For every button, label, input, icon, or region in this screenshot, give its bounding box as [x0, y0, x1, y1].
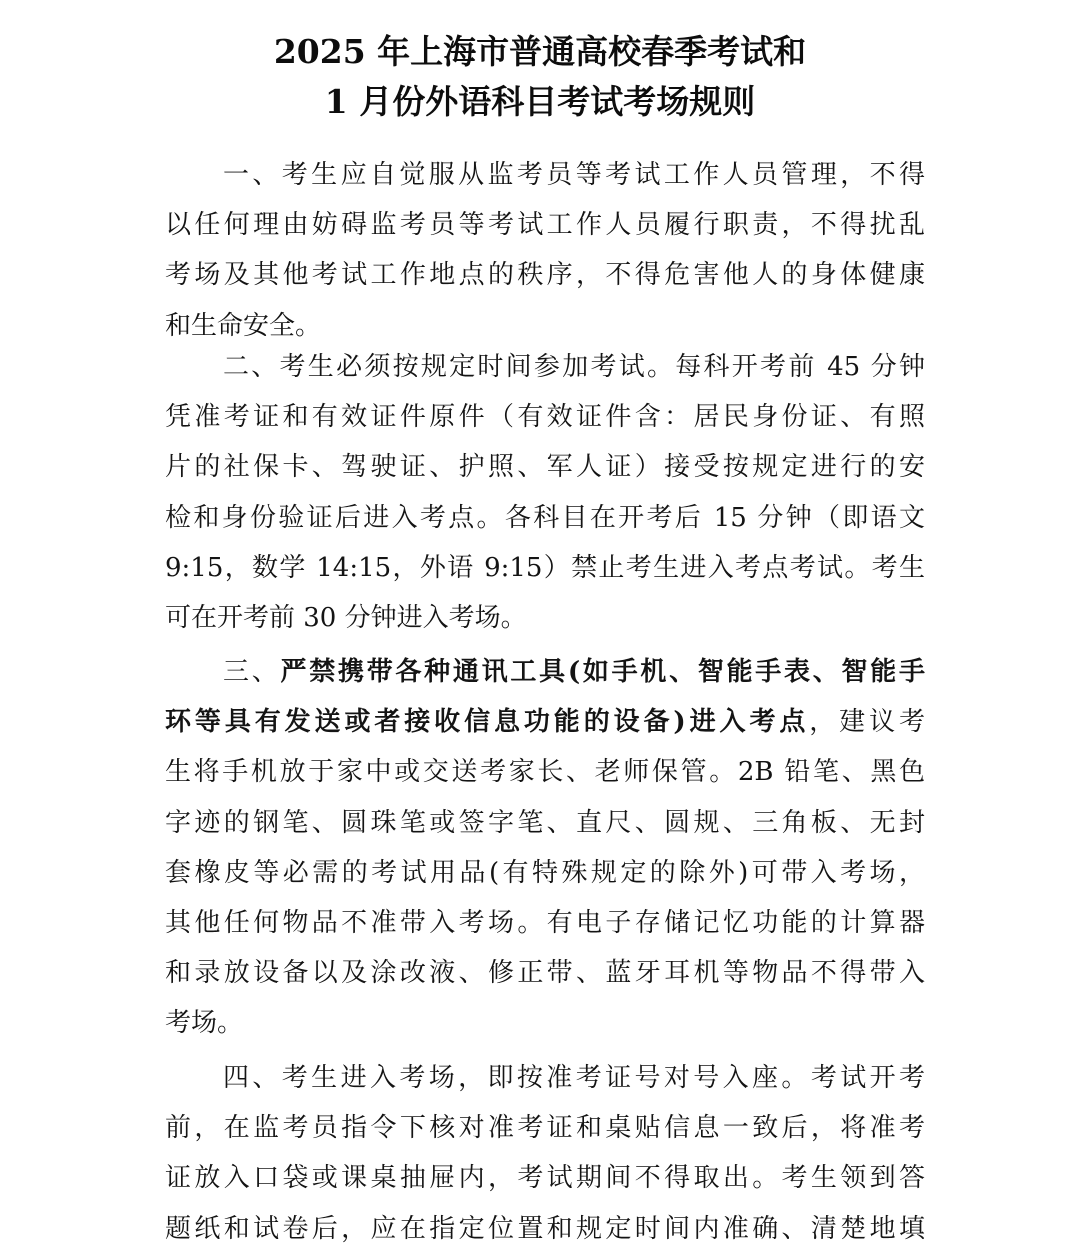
paragraph-line: 和生命安全。 [165, 310, 322, 341]
paragraph-line: 前，在监考员指令下核对准考证和桌贴信息一致后，将准考 [165, 1113, 925, 1144]
rule-paragraph-3 [165, 647, 925, 1049]
rule-paragraph-4 [165, 1053, 925, 1254]
paragraph-lead: 三、 [223, 657, 281, 687]
paragraph-line: 证放入口袋或课桌抽屉内，考试期间不得取出。考生领到答 [165, 1163, 925, 1194]
bold-emphasis: 严禁携带各种通讯工具(如手机、智能手表、智能手 [280, 657, 925, 687]
paragraph-line: 以任何理由妨碍监考员等考试工作人员履行职责，不得扰乱 [165, 210, 925, 241]
rule-paragraph-1 [165, 150, 925, 351]
paragraph-line: 和录放设备以及涂改液、修正带、蓝牙耳机等物品不得带入 [165, 958, 925, 989]
document-title-line-2: 1 月份外语科目考试考场规则 [324, 82, 756, 121]
paragraph-line: 四、考生进入考场，即按准考证号对号入座。考试开考 [223, 1063, 925, 1093]
document-title-line-1: 2025 年上海市普通高校春季考试和 [273, 32, 807, 71]
paragraph-line: 考场及其他考试工作地点的秩序，不得危害他人的身体健康 [165, 260, 925, 291]
rule-paragraph-2 [165, 342, 925, 643]
paragraph-line: 其他任何物品不准带入考场。有电子存储记忆功能的计算器 [165, 907, 925, 938]
paragraph-line: 考场。 [165, 1008, 244, 1039]
bold-emphasis: 环等具有发送或者接收信息功能的设备)进入考点 [165, 707, 810, 738]
paragraph-line: 二、考生必须按规定时间参加考试。每科开考前 45 分钟 [223, 352, 925, 382]
paragraph-line: 凭准考证和有效证件原件（有效证件含：居民身份证、有照 [165, 402, 925, 433]
paragraph-line: 一、考生应自觉服从监考员等考试工作人员管理，不得 [223, 160, 925, 190]
paragraph-line: 题纸和试卷后，应在指定位置和规定时间内准确、清楚地填 [165, 1213, 925, 1244]
paragraph-line [165, 697, 925, 747]
paragraph-line: 可在开考前 30 分钟进入考场。 [165, 602, 527, 633]
paragraph-line: 套橡皮等必需的考试用品(有特殊规定的除外)可带入考场， [165, 857, 925, 888]
paragraph-text: ，建议考 [809, 707, 925, 738]
paragraph-line [165, 647, 925, 697]
paragraph-line: 字迹的钢笔、圆珠笔或签字笔、直尺、圆规、三角板、无封 [165, 807, 925, 838]
paragraph-line: 片的社保卡、驾驶证、护照、军人证）接受按规定进行的安 [165, 452, 925, 483]
paragraph-line: 9:15，数学 14:15，外语 9:15）禁止考生进入考点考试。考生 [165, 552, 925, 583]
paragraph-line: 检和身份验证后进入考点。各科目在开考后 15 分钟（即语文 [165, 502, 925, 533]
paragraph-line: 生将手机放于家中或交送考家长、老师保管。2B 铅笔、黑色 [165, 757, 925, 788]
